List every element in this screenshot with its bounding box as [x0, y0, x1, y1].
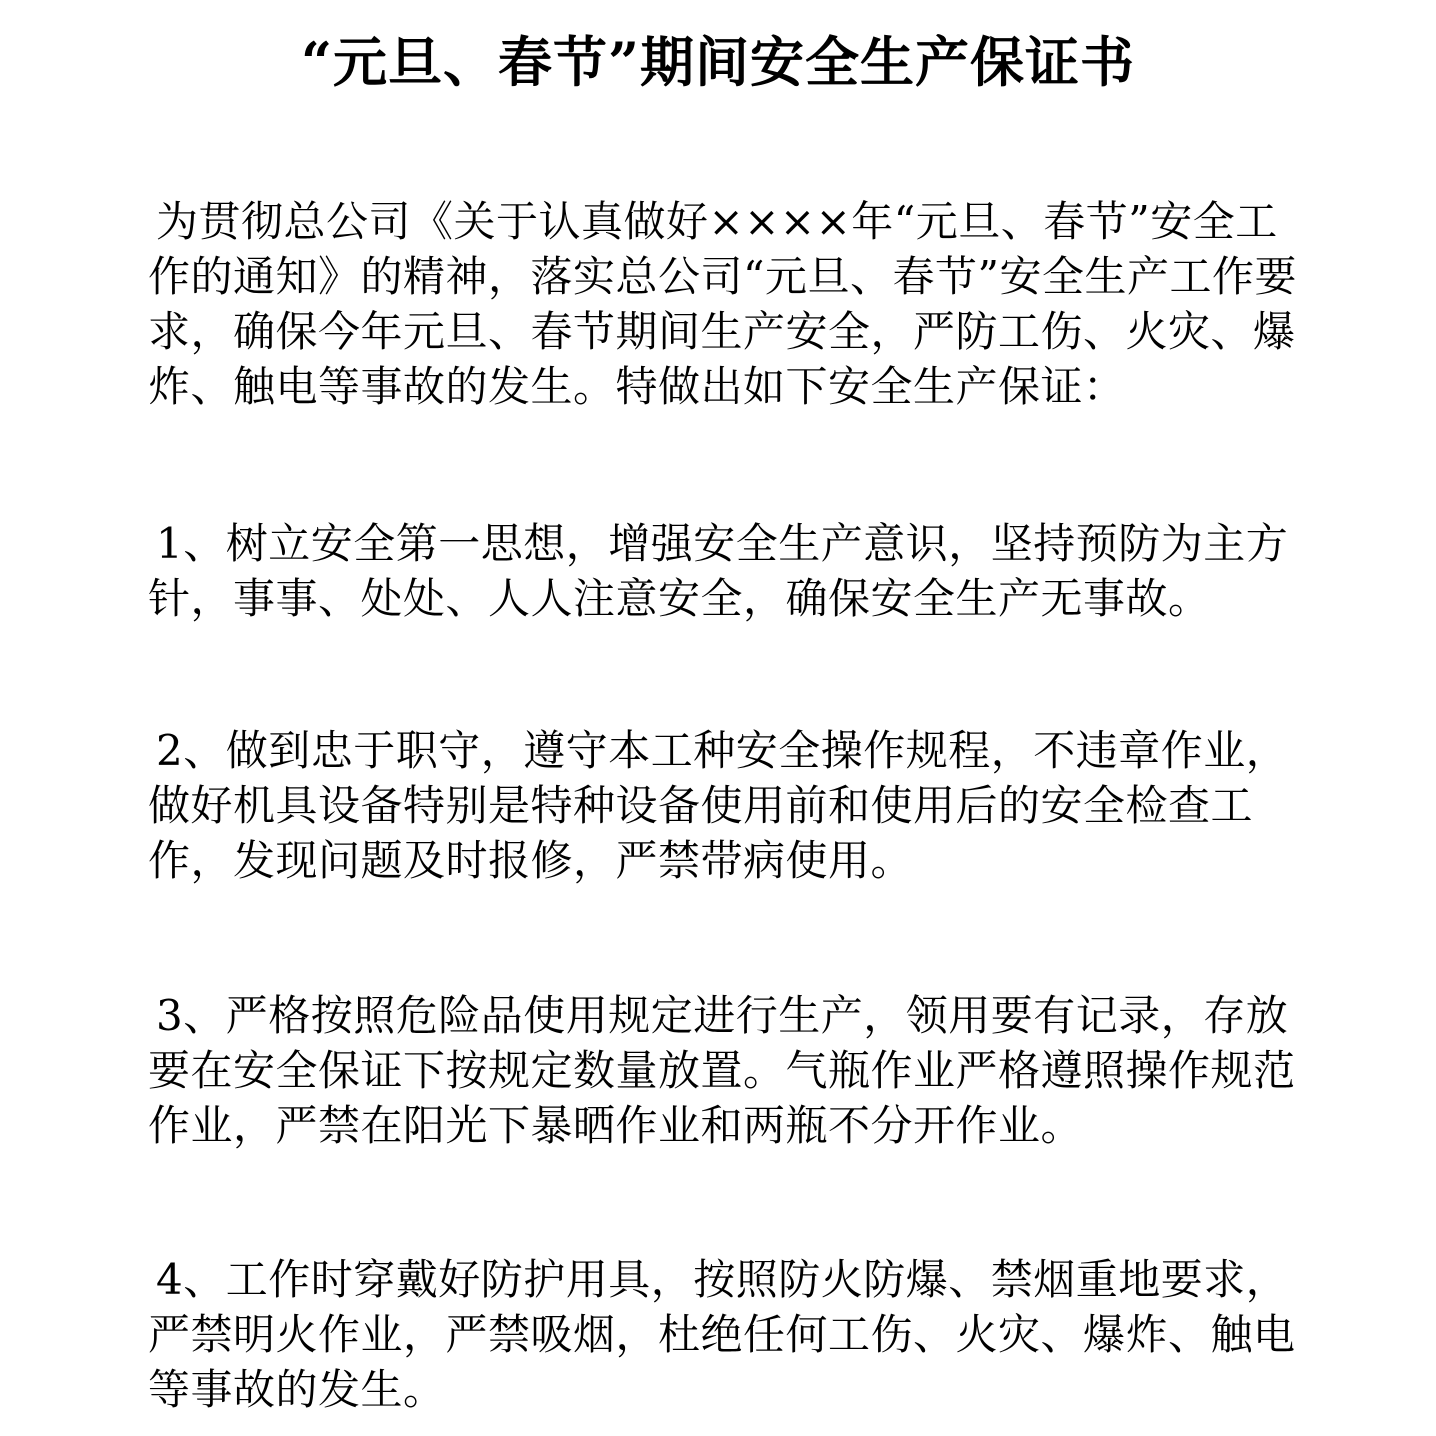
guarantee-item-4: 4、工作时穿戴好防护用具，按照防火防爆、禁烟重地要求，严禁明火作业，严禁吸烟，杜绝任何工伤、火灾、爆炸、触电等事故的发生。	[148, 1255, 1296, 1414]
document-title: “元旦、春节”期间安全生产保证书	[300, 30, 1136, 94]
guarantee-item-3: 3、严格按照危险品使用规定进行生产，领用要有记录，存放要在安全保证下按规定数量放置。气瓶作业严格遵照操作规范作业，严禁在阳光下暴晒作业和两瓶不分开作业。	[148, 991, 1296, 1150]
guarantee-item-2: 2、做到忠于职守，遵守本工种安全操作规程，不违章作业，做好机具设备特别是特种设备使用前和使用后的安全检查工作，发现问题及时报修，严禁带病使用。	[148, 726, 1289, 885]
intro-paragraph: 为贯彻总公司《关于认真做好××××年“元旦、春节”安全工作的通知》的精神，落实总公司“元旦、春节”安全生产工作要求，确保今年元旦、春节期间生产安全，严防工伤、火灾、爆炸、触电等事故的发生。特做出如下安全生产保证：	[148, 197, 1297, 411]
guarantee-item-1: 1、树立安全第一思想，增强安全生产意识，坚持预防为主方针，事事、处处、人人注意安全，确保安全生产无事故。	[148, 519, 1289, 623]
